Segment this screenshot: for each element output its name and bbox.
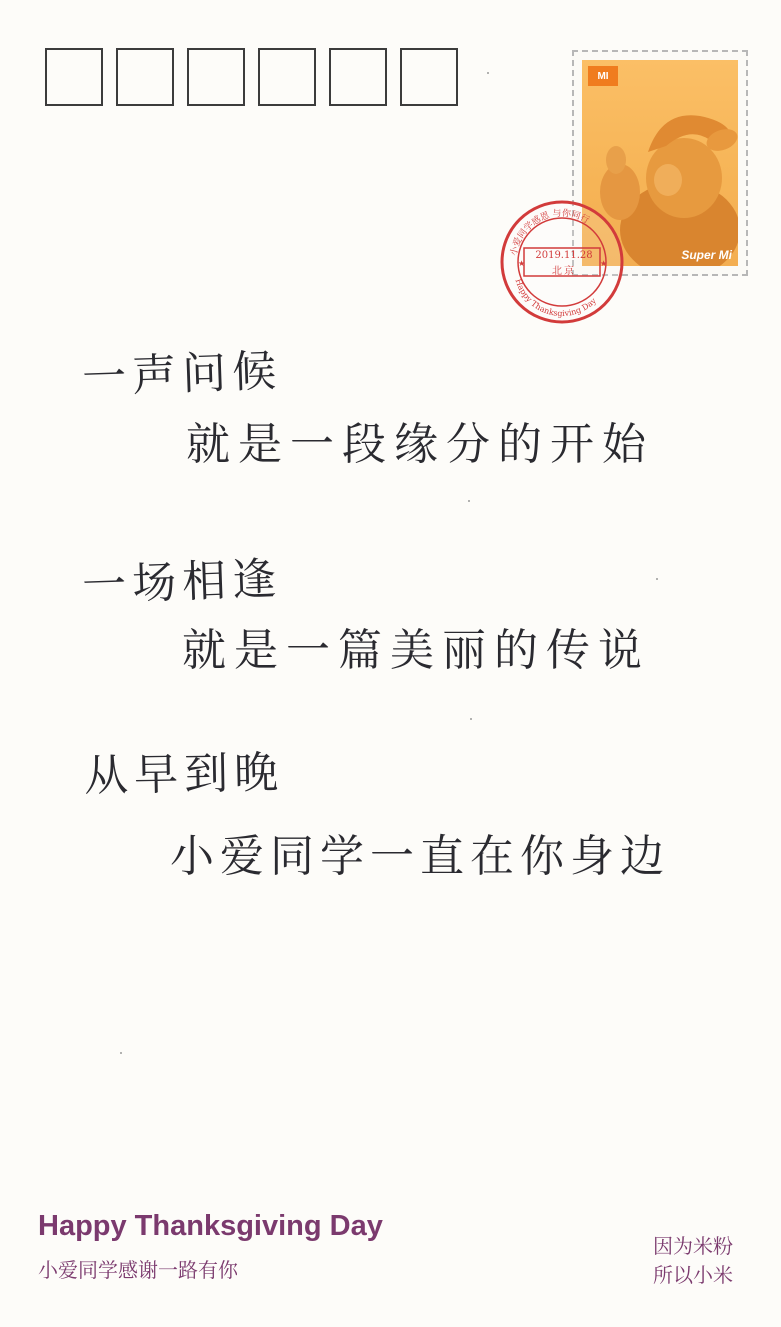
- svg-text:★: ★: [518, 259, 526, 268]
- postcode-box[interactable]: [116, 48, 174, 106]
- footer-subtitle: 小爱同学感谢一路有你: [38, 1258, 238, 1282]
- message-line: 就是一段缘分的开始: [186, 419, 654, 470]
- postmark-date: 2019.11.28: [535, 250, 593, 261]
- message-line: 一场相逢: [81, 553, 283, 612]
- stamp-brand: Super Mi: [681, 248, 732, 262]
- postcode-box[interactable]: [400, 48, 458, 106]
- slogan-line: 所以小米: [653, 1263, 733, 1287]
- postcode-boxes: [45, 48, 458, 106]
- postmark: [498, 198, 626, 326]
- postmark-bottom-text: Happy Thanksgiving Day: [513, 277, 598, 319]
- mi-logo: MI: [588, 66, 618, 86]
- message-line: 从早到晚: [83, 747, 285, 802]
- message-line: 一声问候: [81, 345, 283, 404]
- postmark-city: 北京: [552, 266, 576, 277]
- postcode-box[interactable]: [45, 48, 103, 106]
- slogan-line: 因为米粉: [653, 1234, 733, 1258]
- postcode-box[interactable]: [187, 48, 245, 106]
- message-line: 就是一篇美丽的传说: [182, 625, 650, 676]
- postcode-box[interactable]: [329, 48, 387, 106]
- postmark-top-text: 小爱同学感恩 与你同行: [509, 208, 591, 257]
- footer-title: Happy Thanksgiving Day: [38, 1210, 383, 1242]
- speck: [120, 1052, 122, 1054]
- postcode-box[interactable]: [258, 48, 316, 106]
- speck: [656, 578, 658, 580]
- speck: [468, 500, 470, 502]
- svg-text:★: ★: [600, 259, 608, 268]
- speck: [487, 72, 489, 74]
- message-line: 小爱同学一直在你身边: [170, 831, 670, 882]
- speck: [470, 718, 472, 720]
- footer-slogan: [653, 1232, 733, 1290]
